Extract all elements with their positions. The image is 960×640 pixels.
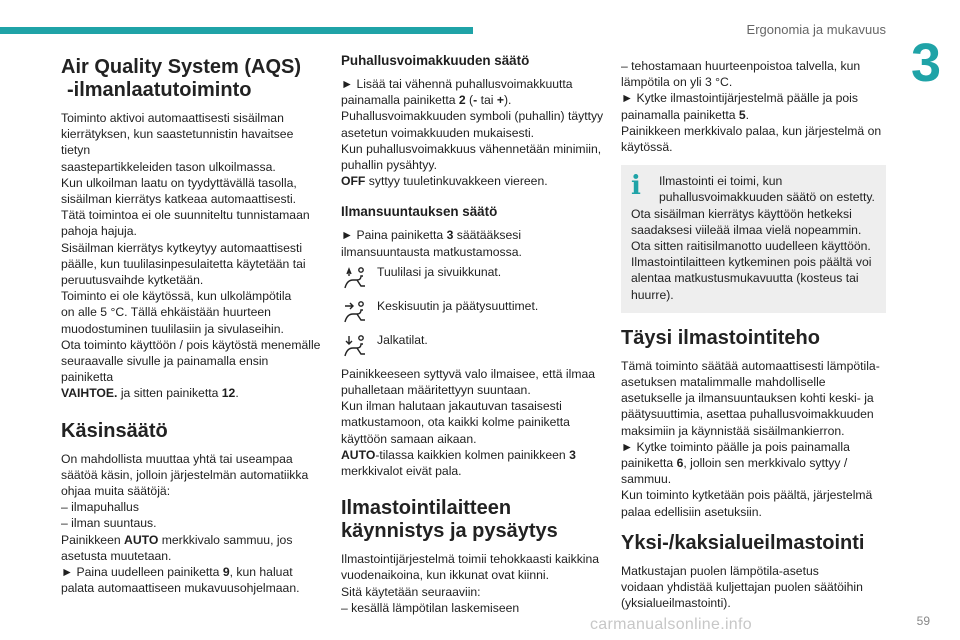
- direction-heading: Ilmansuuntauksen säätö: [341, 204, 498, 220]
- direction-option-central: Keskisuutin ja päätysuuttimet.: [341, 298, 607, 326]
- direction-option-footwell: Jalkatilat.: [341, 332, 607, 360]
- direction-option-windscreen: Tuulilasi ja sivuikkunat.: [341, 264, 607, 292]
- info-box: i Ilmastointi ei toimi, kun puhallusvoimakkuuden säätö on estetty. Ota sisäilman kierrätys käyttöön hetkeksi saadaksesi viileää ilmaa vielä nopeammin. Ota sitten raitisilmanotto uudelleen käyttöön. Ilmastointilaitteen kytkeminen pois päältä voi alentaa matkustusmukavuutta (kosteus tai huurre).: [621, 165, 886, 313]
- column-3: [621, 58, 886, 611]
- footwell-icon: [341, 332, 371, 360]
- section-title: Ergonomia ja mukavuus: [746, 22, 886, 37]
- column-1: [61, 50, 323, 596]
- direction-notes: Painikkeeseen syttyvä valo ilmaisee, että ilmaa puhalletaan määritettyyn suuntaan. Kun ilman halutaan jakautuvan tasaisesti matkustamoon, ota kaikki kolme painiketta käyttöön samaan aikaan. AUTO-tilassa kaikkien kolmen painikkeen 3 merkkivalot eivät pala.: [341, 366, 596, 479]
- ac-start-continued: – tehostamaan huurteenpoistoa talvella, kun lämpötila on yli 3 °C. ► Kytke ilmastointijärjestelmä päälle ja pois painamalla painiketta 5. Painikkeen merkkivalo palaa, kun järjestelmä on käytössä.: [621, 59, 882, 155]
- aqs-heading: Air Quality System (AQS) -ilmanlaatutoiminto: [61, 56, 302, 101]
- dual-zone-heading: Yksi-/kaksialueilmastointi: [621, 531, 865, 554]
- page-number: 59: [916, 614, 930, 628]
- ac-start-paragraph: Ilmastointijärjestelmä toimii tehokkaasti kaikkina vuodenaikoina, kun ikkunat ovat kiinni. Sitä käytetään seuraaviin: – kesällä lämpötilan laskemiseen: [341, 552, 600, 615]
- direction-paragraph: ► Paina painiketta 3 säätääksesi ilmansuuntausta matkustamossa.: [341, 228, 522, 259]
- blower-heading: Puhallusvoimakkuuden säätö: [341, 53, 530, 68]
- blower-paragraph: ► Lisää tai vähennä puhallusvoimakkuutta painamalla painiketta 2 (- tai +). Puhallusvoimakkuuden symboli (puhallin) täyttyy asetetun voimakkuuden mukaisesti. Kun puhallusvoimakkuus vähennetään minimiin, puhallin pysähtyy. OFF syttyy tuuletinkuvakkeen viereen.: [341, 77, 604, 189]
- aqs-paragraph: Toiminto aktivoi automaattisesti sisäilman kierrätyksen, kun saastetunnistin havaitsee tietyn saastepartikkeleiden tason ulkoilmassa. Kun ulkoilman laatu on tyydyttävällä tasolla, sisäilman kierrätys katkeaa automaattisesti. Tätä toimintoa ei ole suunniteltu tunnistamaan pahoja hajuja. Sisäilman kierrätys kytkeytyy automaattisesti päälle, kun tuulilasinpesulaitetta käytetään tai peruutusvaihde kytketään. Toiminto ei ole käytössä, kun ulkolämpötila on alle 5 °C. Tällä ehkäistään huurteen muodostuminen tuulilasiin ja sivulaseihin. Ota toiminto käyttöön / pois käytöstä menemälle seuraavalle sivulle ja painamalla ensin painiketta VAIHTOE. ja sitten painiketta 12.: [61, 111, 321, 401]
- windscreen-side-vents-icon: [341, 264, 371, 292]
- max-ac-heading: Täysi ilmastointiteho: [621, 326, 820, 349]
- ac-start-heading: Ilmastointilaitteen käynnistys ja pysäytys: [341, 497, 558, 543]
- column-2: [341, 50, 607, 616]
- central-side-vents-icon: [341, 298, 371, 326]
- manual-paragraph: On mahdollista muuttaa yhtä tai useampaa säätöä käsin, jolloin järjestelmän automatiikka ohjaa muita säätöjä: – ilmapuhallus – ilman suuntaus. Painikkeen AUTO merkkivalo sammuu, jos asetusta muutetaan. ► Paina uudelleen painiketta 9, kun haluat palata automaattiseen mukavuusohjelmaan.: [61, 451, 309, 596]
- info-icon: i: [631, 171, 641, 202]
- dual-zone-paragraph: Matkustajan puolen lämpötila-asetus voidaan yhdistää kuljettajan puolen säätöihin (yksialueilmastointi).: [621, 563, 863, 611]
- max-ac-paragraph: Tämä toiminto säätää automaattisesti lämpötila- asetuksen matalimmalle mahdolliselle asetukselle ja ilmansuuntauksen kohti keski- ja päätysuuttimia, asettaa puhallusvoimakkuuden maksimiin ja käynnistää sisäilmankierron. ► Kytke toiminto päälle ja pois painamalla painiketta 6, jolloin sen merkkivalo syttyy / sammuu. Kun toiminto kytketään pois päältä, järjestelmä palaa edellisiin asetuksiin.: [621, 358, 880, 519]
- chapter-number: 3: [910, 33, 942, 93]
- watermark: carmanualsonline.info: [590, 616, 752, 633]
- manual-heading: Käsinsäätö: [61, 419, 168, 442]
- header-accent-bar: [0, 27, 473, 34]
